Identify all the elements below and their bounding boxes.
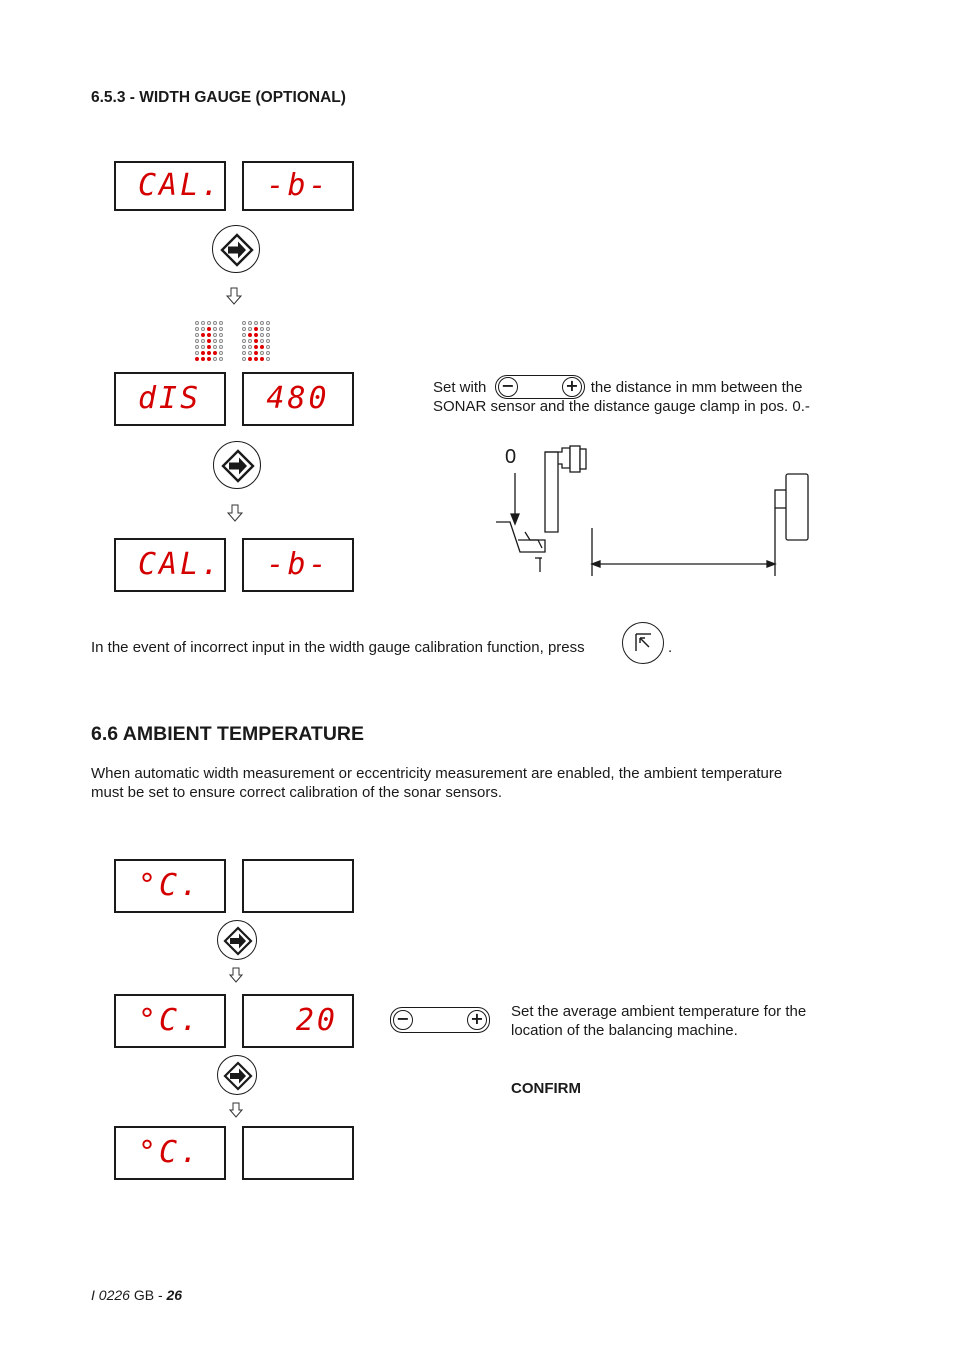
led-dot [266, 321, 270, 325]
led-dot [213, 339, 217, 343]
led-dot [254, 357, 258, 361]
display-text: dIS [138, 381, 202, 416]
display-text: CAL. [138, 168, 223, 203]
led-dot [195, 339, 199, 343]
section-heading-width-gauge: 6.5.3 - WIDTH GAUGE (OPTIONAL) [91, 89, 346, 106]
led-dot [219, 351, 223, 355]
display-text: -b- [266, 168, 330, 203]
led-dot [219, 345, 223, 349]
display-right-b [242, 538, 354, 592]
led-dot [219, 321, 223, 325]
led-dot [201, 351, 205, 355]
led-dot [266, 327, 270, 331]
led-dot [207, 357, 211, 361]
led-dot [260, 339, 264, 343]
led-dot [254, 333, 258, 337]
led-dot [248, 339, 252, 343]
led-dot [254, 339, 258, 343]
minus-plus-control[interactable] [495, 375, 585, 399]
sonar-gauge-diagram [490, 440, 820, 580]
led-dot [213, 357, 217, 361]
led-dot [260, 345, 264, 349]
led-matrix-1 [195, 321, 225, 363]
led-matrix-2 [242, 321, 272, 363]
led-dot [207, 321, 211, 325]
led-dot [266, 345, 270, 349]
plus-icon[interactable]: + [562, 377, 582, 397]
display-left-dis [114, 372, 226, 426]
led-dot [219, 327, 223, 331]
ambient-paragraph-line2: must be set to ensure correct calibration of the sonar sensors. [91, 784, 503, 801]
led-dot [219, 357, 223, 361]
plus-icon[interactable]: + [467, 1010, 487, 1030]
led-dot [260, 351, 264, 355]
display-right-blank [242, 1126, 354, 1180]
ambient-paragraph-line1: When automatic width measurement or eccentricity measurement are enabled, the ambient temperature [91, 765, 783, 782]
led-dot [266, 351, 270, 355]
led-dot [260, 327, 264, 331]
section-heading-ambient-temperature: 6.6 AMBIENT TEMPERATURE [91, 723, 365, 745]
display-right-480 [242, 372, 354, 426]
led-dot [195, 345, 199, 349]
display-left-degc [114, 994, 226, 1048]
led-dot [213, 333, 217, 337]
display-text: 20 [295, 1003, 338, 1038]
led-dot [242, 357, 246, 361]
led-dot [201, 327, 205, 331]
led-dot [242, 327, 246, 331]
display-right-blank [242, 859, 354, 913]
page-number: 26 [166, 1287, 183, 1303]
set-with-line2: SONAR sensor and the distance gauge clamp in pos. 0.- [433, 398, 810, 415]
led-dot [248, 357, 252, 361]
led-dot [266, 339, 270, 343]
led-dot [242, 333, 246, 337]
footer-separator: - [157, 1287, 163, 1303]
down-arrow-icon [227, 504, 243, 522]
ambient-note-line2: location of the balancing machine. [511, 1022, 738, 1039]
led-dot [207, 351, 211, 355]
led-dot [254, 321, 258, 325]
led-dot [260, 333, 264, 337]
led-dot [254, 327, 258, 331]
doc-code: I 0226 [91, 1287, 130, 1303]
led-dot [248, 327, 252, 331]
display-text: °C. [138, 1135, 202, 1170]
led-dot [207, 333, 211, 337]
led-dot [207, 327, 211, 331]
led-dot [219, 339, 223, 343]
led-dot [195, 333, 199, 337]
set-with-prefix: Set with [433, 379, 487, 396]
minus-plus-control[interactable] [390, 1007, 490, 1033]
display-text: CAL. [138, 547, 223, 582]
display-text: °C. [138, 1003, 202, 1038]
confirm-label: CONFIRM [511, 1080, 581, 1097]
led-dot [207, 339, 211, 343]
led-dot [248, 345, 252, 349]
led-dot [260, 321, 264, 325]
display-right-20 [242, 994, 354, 1048]
led-dot [248, 351, 252, 355]
led-dot [242, 351, 246, 355]
down-arrow-icon [226, 287, 242, 305]
led-dot [254, 345, 258, 349]
led-dot [195, 321, 199, 325]
display-left-degc [114, 1126, 226, 1180]
led-dot [260, 357, 264, 361]
led-dot [248, 333, 252, 337]
led-dot [213, 345, 217, 349]
led-dot [266, 333, 270, 337]
down-arrow-icon [229, 1102, 243, 1118]
led-dot [207, 345, 211, 349]
led-dot [195, 327, 199, 331]
display-left-cal [114, 161, 226, 211]
led-dot [213, 321, 217, 325]
enter-button-icon[interactable] [217, 1055, 257, 1095]
page-footer [91, 1287, 182, 1303]
position-zero-label: 0 [505, 446, 517, 468]
led-dot [201, 357, 205, 361]
led-dot [201, 345, 205, 349]
led-dot [201, 321, 205, 325]
enter-button-icon[interactable] [212, 225, 260, 273]
incorrect-input-end: . [668, 639, 673, 656]
led-dot [213, 327, 217, 331]
minus-icon[interactable]: − [498, 377, 518, 397]
led-dot [248, 321, 252, 325]
minus-icon[interactable]: − [393, 1010, 413, 1030]
incorrect-input-text: In the event of incorrect input in the width gauge calibration function, press [91, 639, 585, 656]
led-dot [266, 357, 270, 361]
set-with-line1 [433, 378, 803, 398]
led-dot [201, 333, 205, 337]
set-with-text: the distance in mm between the [590, 379, 803, 396]
display-text: °C. [138, 868, 202, 903]
led-dot [195, 351, 199, 355]
display-left-degc [114, 859, 226, 913]
led-dot [219, 333, 223, 337]
led-dot [242, 339, 246, 343]
enter-button-icon[interactable] [217, 920, 257, 960]
led-dot [201, 339, 205, 343]
led-dot [213, 351, 217, 355]
escape-button-icon[interactable] [622, 622, 664, 664]
display-text: -b- [266, 547, 330, 582]
led-dot [242, 345, 246, 349]
led-dot [254, 351, 258, 355]
display-left-cal [114, 538, 226, 592]
display-text: 480 [266, 381, 330, 416]
doc-lang: GB [133, 1287, 155, 1303]
led-dot [242, 321, 246, 325]
display-right-b [242, 161, 354, 211]
down-arrow-icon [229, 967, 243, 983]
led-dot [195, 357, 199, 361]
ambient-note-line1: Set the average ambient temperature for the [511, 1003, 807, 1020]
enter-button-icon[interactable] [213, 441, 261, 489]
